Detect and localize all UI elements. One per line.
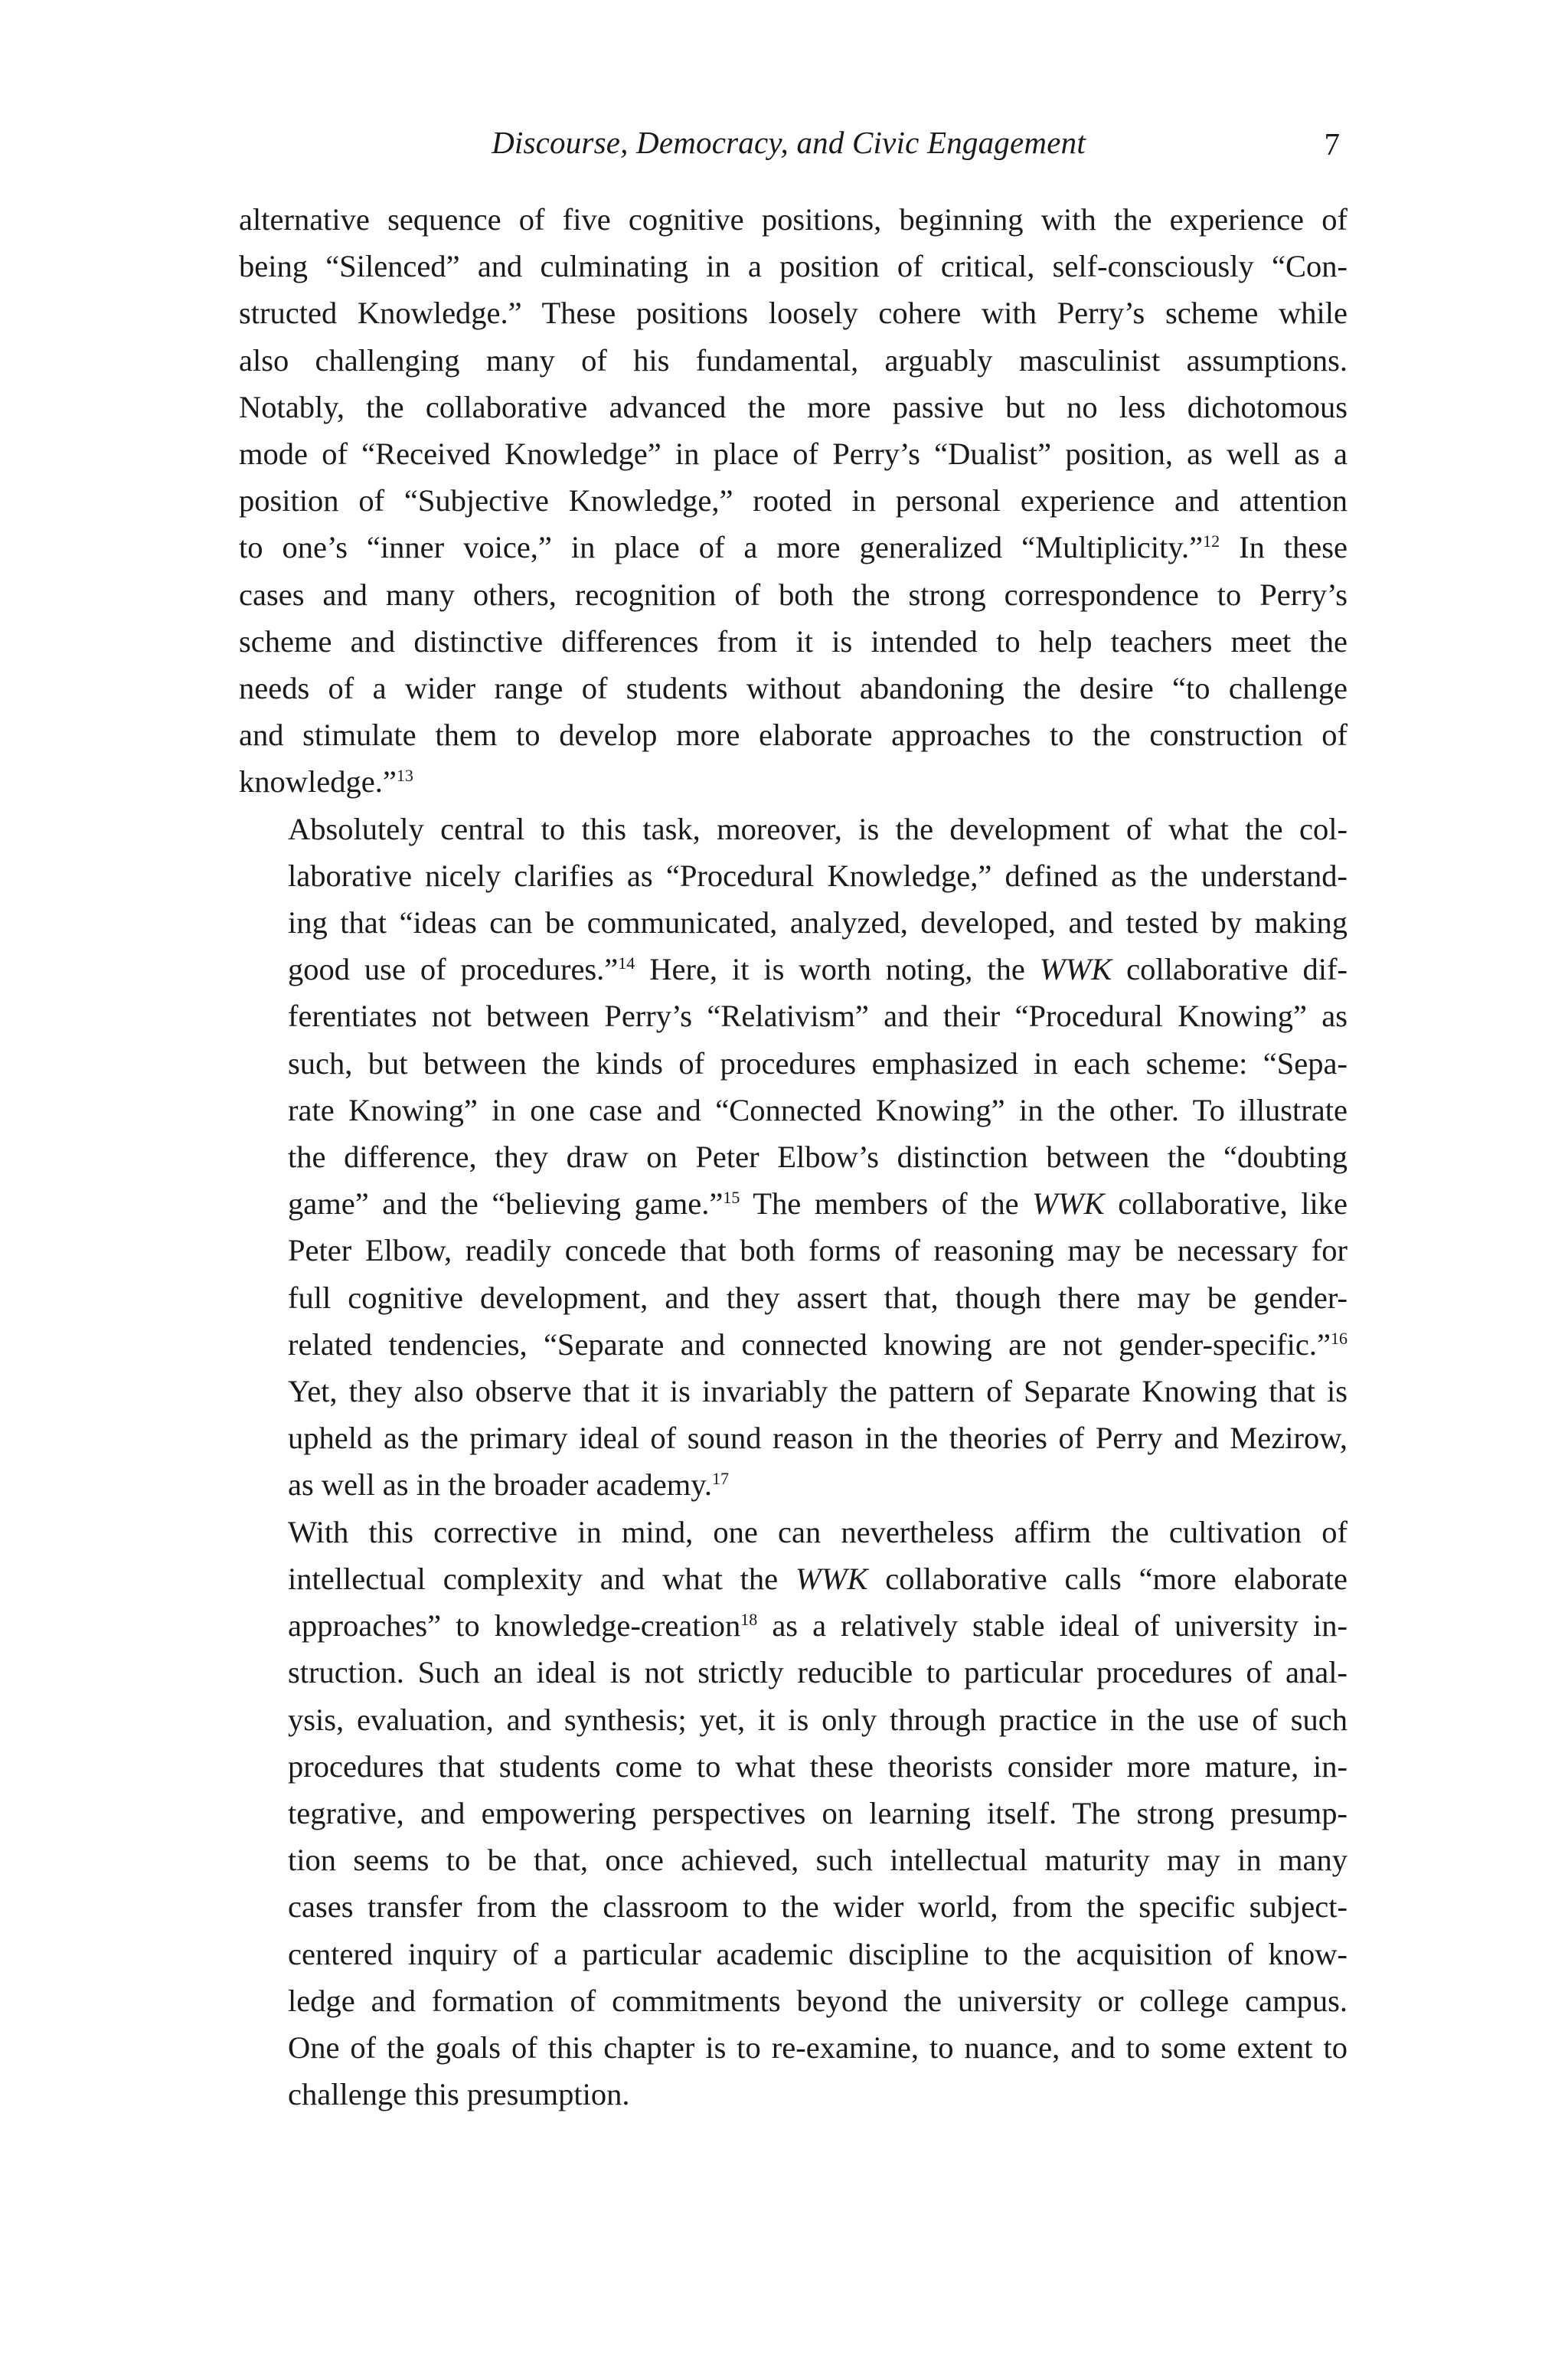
running-head: [0, 121, 1568, 164]
footnote-marker: 12: [1203, 531, 1220, 551]
footnote-marker: 13: [396, 766, 413, 786]
italic-text: WWK: [1032, 1186, 1105, 1222]
text-line: struction. Such an ideal is not strictly reducible to particular procedures of anal-: [288, 1655, 1348, 1690]
page-number: 7: [1324, 126, 1340, 162]
text-line: With this corrective in mind, one can nevertheless affirm the cultivation of: [288, 1514, 1348, 1549]
text-line: intellectual complexity and what the WWK collaborative calls “more elaborate: [288, 1561, 1348, 1596]
text-line: mode of “Received Knowledge” in place of Perry’s “Dualist” position, as well as a: [239, 437, 1348, 472]
text-line: also challenging many of his fundamental, arguably masculinist assumptions.: [239, 342, 1348, 378]
running-head-title: Discourse, Democracy, and Civic Engagement: [492, 125, 1086, 160]
text-line: One of the goals of this chapter is to re-examine, to nuance, and to some extent to: [288, 2029, 1348, 2065]
footnote-marker: 17: [712, 1469, 730, 1489]
text-line: the difference, they draw on Peter Elbow’s distinction between the “doubting: [288, 1140, 1348, 1175]
text-line: alternative sequence of five cognitive positions, beginning with the experience of: [239, 202, 1348, 237]
text-line: Absolutely central to this task, moreover, is the development of what the col-: [288, 811, 1348, 846]
text-line: centered inquiry of a particular academic discipline to the acquisition of know-: [288, 1936, 1348, 1971]
text-line: tion seems to be that, once achieved, such intellectual maturity may in many: [288, 1843, 1348, 1878]
text-line: Notably, the collaborative advanced the more passive but no less dichotomous: [239, 389, 1348, 424]
text-line: ferentiates not between Perry’s “Relativism” and their “Procedural Knowing” as: [288, 999, 1348, 1034]
footnote-marker: 15: [723, 1188, 740, 1208]
text-line: Yet, they also observe that it is invariably the pattern of Separate Knowing that is: [288, 1374, 1348, 1409]
text-line: as well as in the broader academy.$^{17}$: [288, 1467, 730, 1503]
text-line: approaches” to knowledge-creation$^{18}$ as a relatively stable ideal of university in-: [288, 1608, 1348, 1644]
text-line: game” and the “believing game.”$^{15}$ The members of the WWK collaborative, like: [288, 1186, 1348, 1222]
text-line: Peter Elbow, readily concede that both forms of reasoning may be necessary for: [288, 1233, 1348, 1268]
text-line: challenge this presumption.: [288, 2077, 630, 2112]
text-line: laborative nicely clarifies as “Procedural Knowledge,” defined as the understand-: [288, 858, 1348, 893]
text-line: such, but between the kinds of procedures emphasized in each scheme: “Sepa-: [288, 1045, 1348, 1081]
text-line: ysis, evaluation, and synthesis; yet, it is only through practice in the use of such: [288, 1702, 1348, 1737]
body-text: [239, 196, 1348, 2118]
text-line: knowledge.”$^{13}$: [239, 764, 413, 800]
footnote-marker: 18: [740, 1610, 758, 1630]
text-line: upheld as the primary ideal of sound reason in the theories of Perry and Mezirow,: [288, 1421, 1348, 1456]
text-line: and stimulate them to develop more elaborate approaches to the construction of: [239, 718, 1348, 753]
text-line: to one’s “inner voice,” in place of a more generalized “Multiplicity.”$^{12}$ In these: [239, 530, 1348, 565]
text-line: related tendencies, “Separate and connected knowing are not gender-specific.”$^{16}$: [288, 1326, 1348, 1362]
text-line: tegrative, and empowering perspectives on learning itself. The strong presump-: [288, 1795, 1348, 1830]
text-line: scheme and distinctive differences from it is intended to help teachers meet the: [239, 623, 1348, 659]
text-line: cases transfer from the classroom to the wider world, from the specific subject-: [288, 1889, 1348, 1925]
text-line: procedures that students come to what these theorists consider more mature, in-: [288, 1748, 1348, 1784]
italic-text: WWK: [1039, 952, 1112, 987]
paragraph: [239, 196, 1348, 806]
paragraph: [239, 1509, 1348, 2118]
footnote-marker: 16: [1331, 1328, 1348, 1348]
text-line: position of “Subjective Knowledge,” rooted in personal experience and attention: [239, 483, 1348, 518]
text-line: being “Silenced” and culminating in a position of critical, self-consciously “Con-: [239, 249, 1348, 284]
text-line: needs of a wider range of students without abandoning the desire “to challenge: [239, 671, 1348, 706]
italic-text: WWK: [795, 1561, 868, 1596]
text-line: full cognitive development, and they assert that, though there may be gender-: [288, 1280, 1348, 1315]
footnote-marker: 14: [618, 953, 635, 973]
text-line: good use of procedures.”$^{14}$ Here, it is worth noting, the WWK collaborative dif-: [288, 952, 1348, 987]
text-line: cases and many others, recognition of both the strong correspondence to Perry’s: [239, 577, 1348, 612]
text-line: rate Knowing” in one case and “Connected Knowing” in the other. To illustrate: [288, 1092, 1348, 1127]
text-line: ing that “ideas can be communicated, analyzed, developed, and tested by making: [288, 905, 1348, 940]
paragraph: [239, 806, 1348, 1509]
text-line: ledge and formation of commitments beyond the university or college campus.: [288, 1983, 1348, 2018]
text-line: structed Knowledge.” These positions loosely cohere with Perry’s scheme while: [239, 296, 1348, 331]
